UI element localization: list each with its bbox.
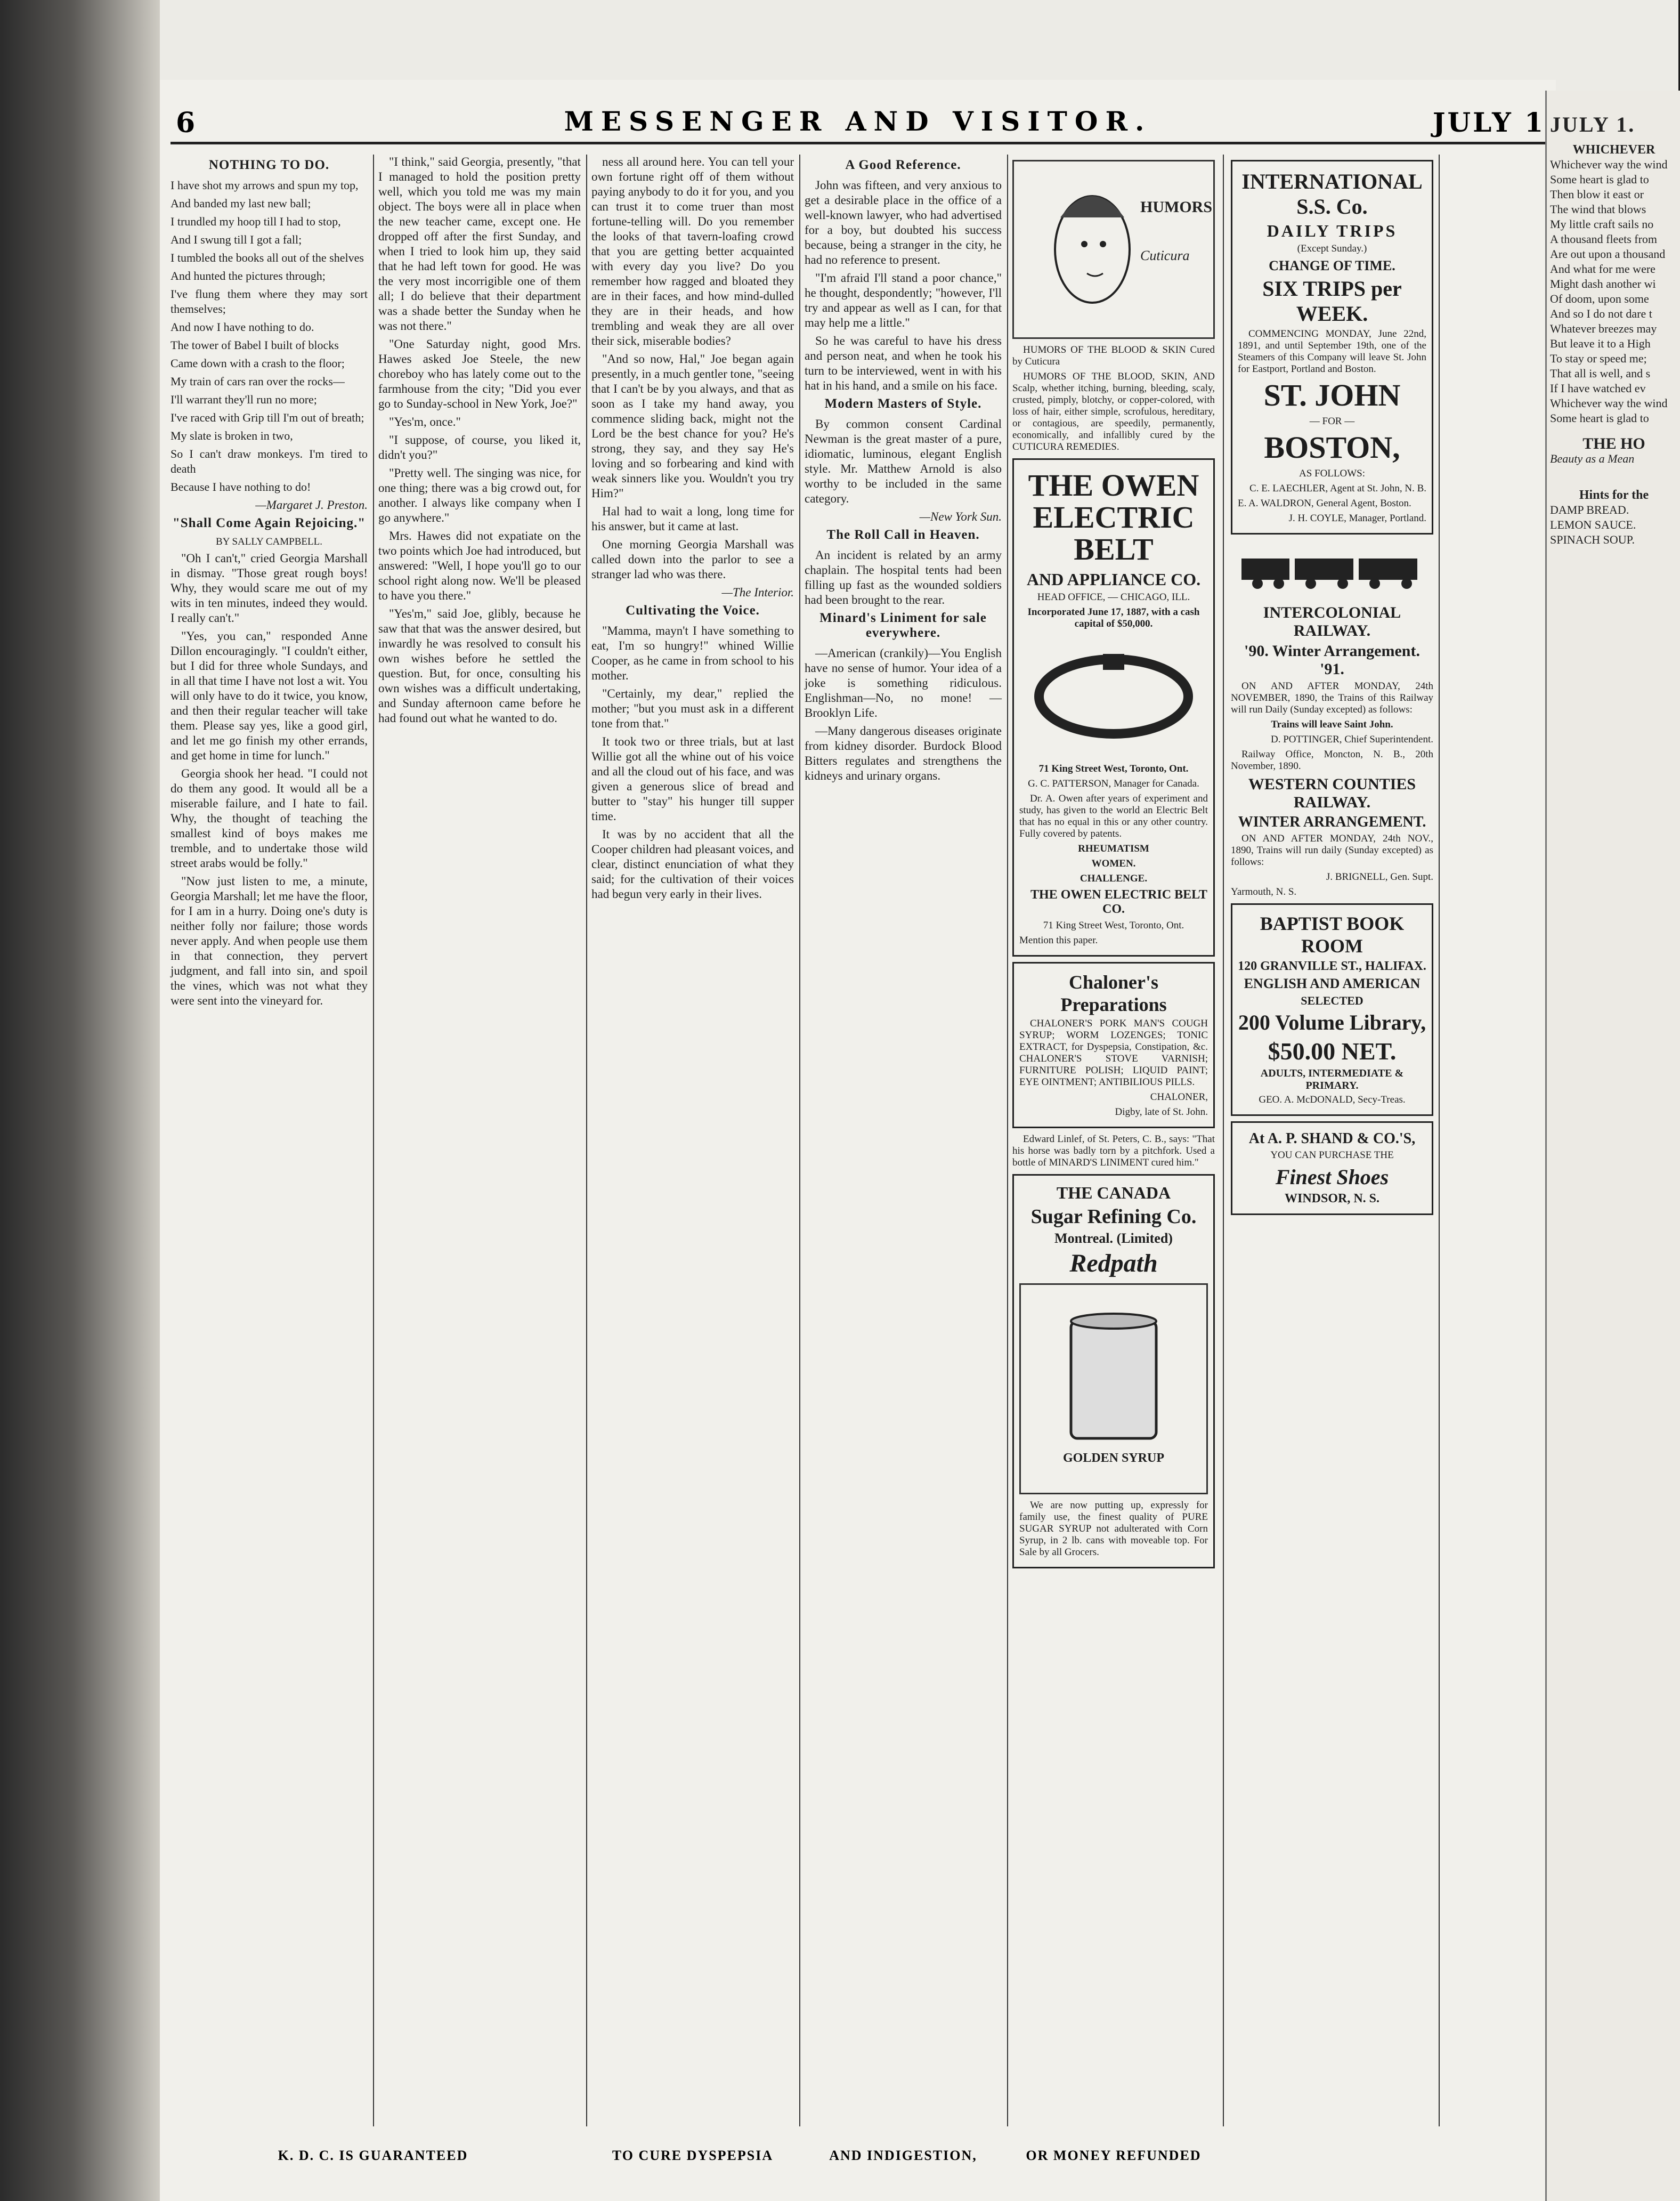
next-page-section: THE HO [1582,435,1645,452]
next-page-line: Some heart is glad to [1550,411,1649,425]
poem [171,178,368,495]
book-sign: GEO. A. McDONALD, Secy-Treas. [1259,1094,1406,1105]
shoe-ad [1231,1121,1433,1215]
article-title: The Roll Call in Heaven. [826,528,980,542]
next-page-item: SPINACH SOUP. [1550,533,1635,546]
owen-incorporation: Incorporated June 17, 1887, with a cash capital of $50,000. [1027,606,1200,629]
newspaper-sheet [160,80,1556,2201]
column-5-ads [1012,155,1215,2126]
notice-title: Minard's Liniment for sale everywhere. [819,611,987,640]
book-sub: ENGLISH AND AMERICAN [1244,976,1421,991]
daily-trips: DAILY TRIPS [1267,221,1398,240]
article-title: Modern Masters of Style. [824,396,982,411]
article-source: —New York Sun. [919,510,1002,523]
railway-office: Railway Office, Moncton, N. B., 20th November, 1890. [1231,749,1433,772]
book-grades: ADULTS, INTERMEDIATE & PRIMARY. [1260,1067,1404,1091]
book-title: BAPTIST BOOK ROOM [1260,913,1405,957]
railway-text: ON AND AFTER MONDAY, 24th NOVEMBER, 1890, the Trains of this Railway will run Daily (Sunday excepted) as follows: [1231,681,1433,715]
article-body [805,548,1002,608]
next-page-line: Then blow it east or [1550,188,1644,201]
poem-line: So I can't draw monkeys. I'm tired to death [171,447,368,475]
next-page-line: A thousand fleets from [1550,232,1658,246]
liniment-testimonial: Edward Linlef, of St. Peters, C. B., says: "That his horse was badly torn by a pitchfork. Used a bottle of MINARD'S LINIMENT cured him." [1012,1134,1215,1168]
next-page-line: Are out upon a thousand [1550,247,1666,261]
paragraph: Georgia shook her head. "I could not do them any good. It would all be a miserable failure, and I hate to fail. Why, the thought of teaching the smallest kind of boys makes me tremble, and to undertake those wild street arabs would be folly." [171,767,368,870]
owen-office: HEAD OFFICE, — CHICAGO, ILL. [1037,592,1190,603]
paragraph: "And so now, Hal," Joe began again presently, in a much gentler tone, "seeing that I can't be by you always, and that as soon as I take my hand away, you commence sliding back, might not the Lord be the best chance for you? He's strong, they say, and they say He's loving and so forbearing and kind with weak sinners like you. Wouldn't you try Him?" [591,352,794,500]
paragraph: "I'm afraid I'll stand a poor chance," he thought, despondently; "however, I'll try and appear as well as I can, for that may help me a little." [805,271,1002,329]
woman-portrait-icon [1034,169,1212,329]
chaloner-location: Digby, late of St. John. [1115,1106,1208,1118]
next-page-item: LEMON SAUCE. [1550,518,1636,531]
book-binding [0,0,160,2201]
owen-address: 71 King Street West, Toronto, Ont. [1038,763,1189,774]
article-body [805,178,1002,393]
steamship-ad [1231,160,1433,535]
article-title: Cultivating the Voice. [626,603,760,618]
western-text: ON AND AFTER MONDAY, 24th NOV., 1890, Trains will run daily (Sunday excepted) as follows: [1231,833,1433,868]
poem-line: I've raced with Grip till I'm out of breath; [171,411,364,424]
paragraph: "Certainly, my dear," replied the mother; "but you must ask in a different tone from that." [591,687,794,730]
paragraph: So he was careful to have his dress and person neat, and when he took his turn to be interviewed, went in with his hat in his hand, and a smile on his face. [805,334,1002,392]
article-body [591,624,794,902]
column-4 [805,155,1002,2126]
story-continued [378,155,581,726]
boston-title: BOSTON, [1264,430,1400,465]
next-page-line: Of doom, upon some [1550,292,1649,305]
next-page-subhead: Beauty as a Mean [1550,452,1635,465]
next-page-line: But leave it to a High [1550,337,1651,350]
poem-line: Came down with a crash to the floor; [171,357,345,370]
poem-line: I've flung them where they may sort themselves; [171,287,368,315]
poem-line: And I swung till I got a fall; [171,233,302,246]
poem-line: And hunted the pictures through; [171,269,326,282]
shand-sub: YOU CAN PURCHASE THE [1270,1150,1394,1161]
paragraph: It was by no accident that all the Cooper children had pleasant voices, and clear, distinct enunciation of what they said; for the cultivation of their voices had begun very early in their lives. [591,828,794,901]
sugar-city: Montreal. [1054,1231,1114,1246]
chaloner-sign: CHALONER, [1150,1091,1208,1103]
column-divider [1223,155,1224,2126]
column-divider [586,155,587,2126]
paragraph: "Yes'm, once." [389,415,461,428]
western-title: WESTERN COUNTIES RAILWAY. [1248,775,1416,811]
story-title: "Shall Come Again Rejoicing." [172,516,366,530]
column-1 [171,155,368,2126]
column-divider [373,155,374,2126]
cuticura-text: HUMORS OF THE BLOOD, SKIN, AND Scalp, whether itching, burning, bleeding, scaly, crusted, pimply, blotchy, or copper-colored, with loss of hair, either simple, scrofulous, hereditary, or contagious, are speedily, permanently, economically, and infallibly cured by the CUTICURA REMEDIES. [1012,371,1215,452]
next-page-edge [1545,91,1680,2201]
book-address: 120 GRANVILLE ST., HALIFAX. [1238,959,1426,973]
western-sign: J. BRIGNELL, Gen. Supt. [1326,871,1433,883]
western-location: Yarmouth, N. S. [1231,886,1297,897]
paragraph: Mrs. Hawes did not expatiate on the two points which Joe had introduced, but answered: "Well, I hope you'll go to our school right along now. We'll be pleased to have you there." [378,529,581,602]
next-page-poem-title: WHICHEVER [1572,143,1655,157]
syrup-can-icon [1055,1310,1172,1449]
article-title: A Good Reference. [845,158,961,172]
owen-text: Dr. A. Owen after years of experiment and study, has given to the world an Electric Belt that has no equal in this or any other country. Fully covered by patents. [1019,793,1208,839]
book-price: $50.00 NET. [1268,1038,1397,1065]
column-3 [591,155,794,2126]
paragraph: "One Saturday night, good Mrs. Hawes asked Joe Steele, the new choreboy who has lately come out to the farmhouse from the city; "Did you ever go to Sunday-school in New York, Joe?" [378,337,581,410]
paragraph: By common consent Cardinal Newman is the great master of a pure, idiomatic, luminous, elegant English style. Mr. Matthew Arnold is also worthy to be included in the same category. [805,417,1002,505]
paragraph: ness all around here. You can tell your own fortune right off of them without paying anybody to do it for you, and you can trust it to come truer than most fortune-telling will. Do you remember the looks of that tavern-loafing crowd that you are getting better acquainted with every day you live? Do you remember how ragged and bloated they are in their faces, and how mind-dulled they are in their heads, and how trembling and weak they are all over their sick, miserable bodies? [591,155,794,347]
next-page-line: Whichever way the wind [1550,396,1668,410]
chaloner-ad [1012,962,1215,1128]
shand-location: WINDSOR, N. S. [1284,1192,1380,1205]
svg-text:HUMORS: HUMORS [1140,198,1212,216]
st-john-title: ST. JOHN [1263,378,1401,412]
column-divider [1439,155,1440,2126]
next-page-column [1550,91,1678,547]
footer-kdc: K. D. C. IS GUARANTEED [278,2148,468,2163]
western-winter: WINTER ARRANGEMENT. [1238,814,1426,830]
story-byline: BY SALLY CAMPBELL. [216,536,322,547]
paragraph: It took two or three trials, but at last Willie got all the whine out of his voice and all the cloud out of his face, and was given a generous slice of bread and butter to "stay" his hunger till supper time. [591,735,794,823]
shand-title: At A. P. SHAND & CO.'S, [1248,1130,1416,1147]
sugar-location [1019,1231,1208,1247]
next-page-line: Whichever way the wind [1550,158,1668,171]
poem-line: I tumbled the books all out of the shelves [171,251,364,264]
svg-text:Cuticura: Cuticura [1140,248,1190,263]
next-page-poem [1550,157,1678,426]
canada-sugar-ad [1012,1174,1215,1568]
paragraph: "Mamma, mayn't I have something to eat, I'm so hungry!" whined Willie Cooper, as he came in from school to his mother. [591,624,794,682]
book-library: 200 Volume Library, [1238,1010,1426,1034]
cuticura-headline: HUMORS OF THE BLOOD & SKIN Cured by Cuticura [1012,344,1215,367]
owen-footer: THE OWEN ELECTRIC BELT CO. [1030,888,1207,916]
owen-subtitle: AND APPLIANCE CO. [1026,570,1201,589]
train-icon [1236,545,1428,593]
next-page-line: To stay or speed me; [1550,352,1647,365]
next-page-date: JULY 1. [1550,112,1636,136]
paragraph: "Now just listen to me, a minute, Georgia Marshall; let me have the floor, for I am in a hurry. Doing one's duty is neither folly nor failure; those words never apply. And when people use them in that connection, they pervert judgment, and fall into sin, and spoil the vines, which was not what they were sent into the vineyard for. [171,875,368,1007]
golden-syrup-label: GOLDEN SYRUP [1062,1451,1165,1465]
chaloner-title: Chaloner's Preparations [1060,972,1167,1015]
issue-date: JULY 1 [1432,107,1545,138]
notice-text: —Many dangerous diseases originate from kidney disorder. Burdock Blood Bitters regulates and strengthens the kidneys and urinary organs. [805,724,1002,782]
railway-title: INTERCOLONIAL RAILWAY. [1263,604,1401,640]
paragraph: "Yes, you can," responded Anne Dillon encouragingly. "I couldn't either, but I did for three whole Sundays, and in all that time I have not lost a wit. You will only have to do it twice, you know, and then their regular teacher will take them. Please say yes, like a good girl, and let me go finish my other errands, and get home in time for lunch." [171,629,368,762]
syrup-can-illustration [1019,1283,1208,1494]
sugar-title: THE CANADA [1056,1183,1171,1202]
finest-shoes: Finest Shoes [1275,1165,1389,1189]
masthead: MESSENGER AND VISITOR. [564,106,1152,137]
paragraph: Hal had to wait a long, long time for his answer, but it came at last. [591,505,794,533]
poem-line: My slate is broken in two, [171,429,293,442]
poem-title: NOTHING TO DO. [208,158,330,172]
change-of-time: CHANGE OF TIME. [1269,258,1395,273]
winter-arrangement: '90. Winter Arrangement. '91. [1244,642,1420,678]
footer-indigestion: AND INDIGESTION, [829,2148,977,2163]
poem-line: I'll warrant they'll run no more; [171,393,317,406]
paragraph: "I suppose, of course, you liked it, didn't you?" [378,433,581,462]
column-6-ads [1231,155,1433,2126]
paragraph: One morning Georgia Marshall was called down into the parlor to see a stranger lad who was there. [591,538,794,581]
next-page-hints: Hints for the [1579,488,1649,502]
next-page-line: If I have watched ev [1550,382,1646,395]
railway-sign: D. POTTINGER, Chief Superintendent. [1270,734,1433,745]
story-body [171,551,368,1008]
page-number: 6 [176,107,196,139]
next-page-line: And so I do not dare t [1550,307,1652,320]
header-rule [171,142,1545,144]
poem-line: And now I have nothing to do. [171,320,314,334]
paragraph: "Yes'm," said Joe, glibly, because he saw that that was the answer desired, but inwardly he was resolved to consult his own wishes before he settled the question. But, for once, consulting his own wishes was a difficult undertaking, and Sunday afternoon came before he had found out what he wanted to do. [378,607,581,725]
next-page-item: DAMP BREAD. [1550,503,1629,516]
ss-agent: E. A. WALDRON, General Agent, Boston. [1238,498,1411,509]
ss-agent: C. E. LAECHLER, Agent at St. John, N. B. [1249,483,1426,494]
page-header [160,101,1556,144]
paragraph: "Oh I can't," cried Georgia Marshall in dismay. "Those great rough boys! Why, they would scare me out of my wits in ten minutes, indeed they would. I really can't." [171,552,368,625]
as-follows: AS FOLLOWS: [1298,468,1366,479]
chaloner-text: CHALONER'S PORK MAN'S COUGH SYRUP; WORM LOZENGES; TONIC EXTRACT, for Dyspepsia, Constipation, &c. CHALONER'S STOVE VARNISH; FURNITURE POLISH; LIQUID PAINT; EYE OINTMENT; ANTIBILIOUS PILLS. [1019,1018,1208,1088]
ss-title: INTERNATIONAL S.S. Co. [1241,169,1423,219]
paragraph: "I think," said Georgia, presently, "that I managed to hold the position pretty well, which you told me was my main object. The boys were all in place when the new teacher came, except one. He dropped off after the first Sunday, and when I tried to look him up, they said that he had left town for good. He was the very most incorrigible one of them all; I do believe that their department was a shade better the Sunday when he was not there." [378,155,581,333]
next-page-line: My little craft sails no [1550,217,1654,231]
book-room-ad [1231,903,1433,1116]
owen-title: THE OWEN ELECTRIC BELT [1028,468,1199,567]
notice-text: —American (crankily)—You English have no sense of humor. Your idea of a joke is something ridiculous. Englishman—No, no mone! —Brooklyn Life. [805,646,1002,719]
footer-refunded: OR MONEY REFUNDED [1026,2148,1202,2163]
cuticura-ad-illustration [1012,160,1215,339]
next-page-line: Whatever breezes may [1550,322,1657,335]
paragraph: An incident is related by an army chaplain. The hospital tents had been filling up fast as the wounded soldiers had been brought to the rear. [805,548,1002,606]
railway-subhead: Trains will leave Saint John. [1271,719,1393,730]
electric-belt-icon [1028,643,1199,750]
paragraph: John was fifteen, and very anxious to get a desirable place in the office of a well-known lawyer, who had advertised for a boy, but doubted his success because, being a stranger in the city, he had no reference to present. [805,179,1002,266]
challenge-head: CHALLENGE. [1080,873,1148,884]
ss-agent: J. H. COYLE, Manager, Portland. [1288,513,1426,524]
column-divider [799,155,800,2126]
poem-line: And banded my last new ball; [171,197,311,210]
mention-paper: Mention this paper. [1019,935,1098,946]
next-page-line: And what for me were [1550,262,1655,276]
poem-line: My train of cars ran over the rocks— [171,375,345,388]
sugar-limited: (Limited) [1116,1231,1173,1246]
next-page-line: Might dash another wi [1550,277,1656,290]
column-divider [1007,155,1008,2126]
sugar-subtitle: Sugar Refining Co. [1030,1205,1197,1228]
owen-footer-address: 71 King Street West, Toronto, Ont. [1043,920,1184,931]
poem-line: Because I have nothing to do! [171,480,311,493]
poem-line: I have shot my arrows and spun my top, [171,179,359,192]
ss-commencing: COMMENCING MONDAY, June 22nd, 1891, and until September 19th, one of the Steamers of this Company will leave St. John for Eastport, Portland and Boston. [1238,328,1426,375]
sugar-text: We are now putting up, expressly for family use, the finest quality of PURE SUGAR SYRUP not adulterated with Corn Syrup, in 2 lb. cans with moveable top. For Sale by all Grocers. [1019,1500,1208,1558]
owen-belt-ad [1012,458,1215,957]
footer-cure: TO CURE DYSPEPSIA [612,2148,774,2163]
owen-manager: G. C. PATTERSON, Manager for Canada. [1028,778,1199,789]
paragraph: "Pretty well. The singing was nice, for one thing; there was a big crowd out, for another. I always like company when I go anywhere." [378,466,581,524]
story-source: —The Interior. [721,586,794,599]
next-page-line: That all is well, and s [1550,367,1651,380]
six-trips: SIX TRIPS per WEEK. [1262,277,1402,326]
article-body [805,417,1002,506]
story-continued [591,155,794,582]
rheumatism-head: RHEUMATISM [1078,843,1149,854]
poem-line: The tower of Babel I built of blocks [171,338,339,352]
next-page-line: The wind that blows [1550,203,1646,216]
for-label: — FOR — [1309,416,1355,427]
train-illustration [1231,540,1433,598]
poem-author: —Margaret J. Preston. [255,498,368,512]
book-selected: SELECTED [1301,994,1364,1007]
column-2 [378,155,581,2126]
poem-line: I trundled my hoop till I had to stop, [171,215,341,228]
redpath-brand: Redpath [1069,1249,1158,1277]
except-sunday: (Except Sunday.) [1297,243,1367,254]
next-page-line: Some heart is glad to [1550,173,1649,186]
women-head: WOMEN. [1091,858,1136,869]
belt-illustration [1019,635,1208,758]
